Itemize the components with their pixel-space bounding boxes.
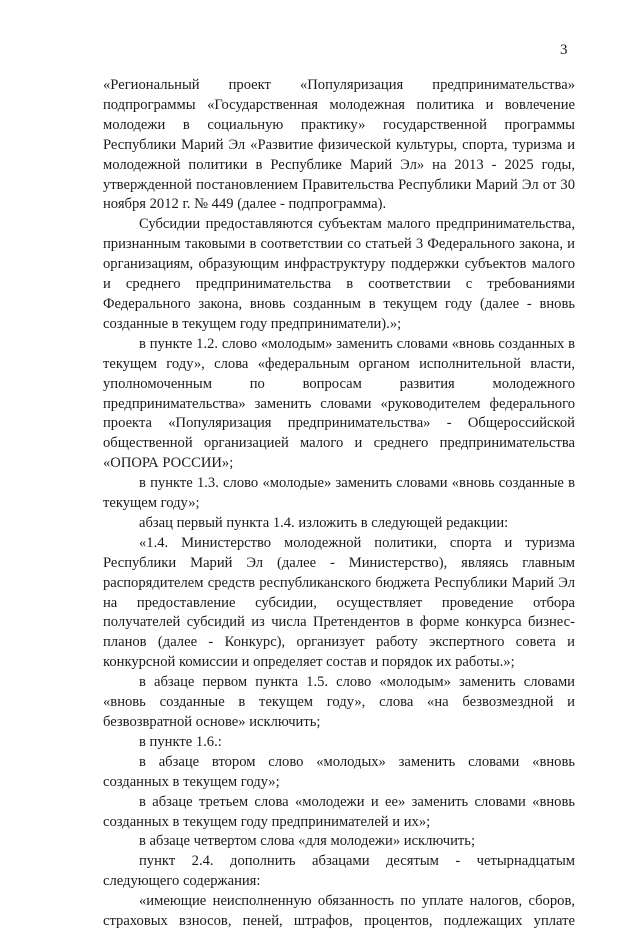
paragraph-point-1-3: в пункте 1.3. слово «молодые» заменить словами «вновь созданные в текущем году»;	[103, 475, 575, 512]
paragraph-point-1-4-text: «1.4. Министерство молодежной политики, спорта и туризма Республики Марий Эл (далее - Министерство), являясь главным распорядителем средств республиканского бюджета Республики Марий Эл на предоставление субсидии, осуществляет проведение отбора получателей субсидий из числа Претендентов в форме конкурса бизнес-планов (далее - Конкурс), организует работу экспертного совета и конкурсной комиссии и определяет состав и порядок их работы.»;	[103, 534, 575, 671]
paragraph-regional-project: «Региональный проект «Популяризация предпринимательства» подпрограммы «Государственная молодежная политика и вовлечение молодежи в социальную практику» государственной программы Республики Марий Эл «Развитие физической культуры, спорта, туризма и молодежной политики в Республике Марий Эл» на 2013 - 2025 годы, утвержденной постановлением Правительства Республики Марий Эл от 30 ноября 2012 г. № 449 (далее - подпрограмма).	[103, 77, 575, 213]
paragraph-point-1-6: в пункте 1.6.:	[139, 733, 222, 750]
paragraph-quoted-addition: «имеющие неисполненную обязанность по уплате налогов, сборов, страховых взносов, пеней, штрафов, процентов, подлежащих уплате	[103, 893, 575, 930]
paragraph-point-1-6-fourth: в абзаце четвертом слова «для молодежи» исключить;	[139, 833, 476, 850]
paragraph-point-1-2: в пункте 1.2. слово «молодым» заменить словами «вновь созданных в текущем году», слова «федеральным органом исполнительной власти, уполномоченным по вопросам развития молодежного предпринимательства» заменить словами «руководителем федерального проекта «Популяризация предпринимательства» - Общероссийской общественной организацией малого и среднего предпринимательства «ОПОРА РОССИИ»;	[103, 335, 575, 472]
paragraph-point-2-4: пункт 2.4. дополнить абзацами десятым - четырнадцатым следующего содержания:	[103, 853, 575, 890]
paragraph-point-1-5: в абзаце первом пункта 1.5. слово «молодым» заменить словами «вновь созданные в текущем году», слова «на безвозмездной и безвозвратной основе» исключить;	[103, 674, 575, 730]
paragraph-point-1-4-intro: абзац первый пункта 1.4. изложить в следующей редакции:	[139, 514, 509, 531]
page-number: 3	[560, 42, 568, 58]
paragraph-point-1-6-second: в абзаце втором слово «молодых» заменить словами «вновь созданных в текущем году»;	[103, 753, 575, 790]
paragraph-point-1-6-third: в абзаце третьем слова «молодежи и ее» заменить словами «вновь созданных в текущем году предпринимателей и их»;	[103, 793, 575, 830]
paragraph-subsidies: Субсидии предоставляются субъектам малого предпринимательства, признанным таковыми в соответствии со статьей 3 Федерального закона, и организациям, образующим инфраструктуру поддержки субъектов малого и среднего предпринимательства в соответствии с требованиями Федерального закона, вновь созданным в текущем году (далее - вновь созданные в текущем году предприниматели).»;	[103, 216, 575, 332]
document-body	[103, 76, 575, 932]
